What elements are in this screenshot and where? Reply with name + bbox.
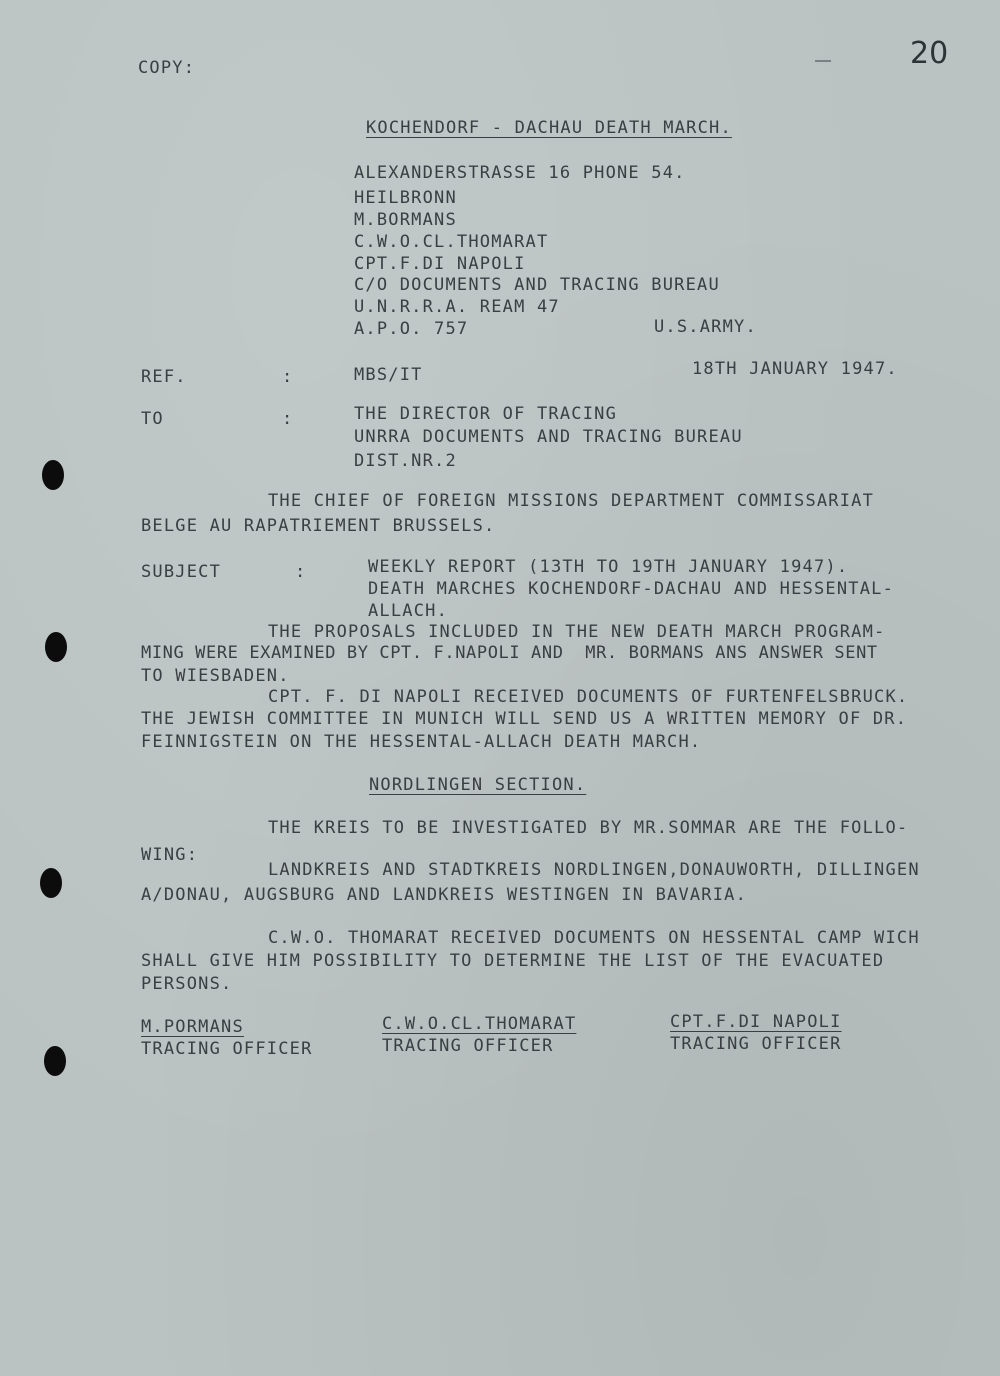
- signature-title: TRACING OFFICER: [670, 1034, 842, 1054]
- address-line: ALEXANDERSTRASSE 16 PHONE 54.: [354, 163, 686, 183]
- copy-recipient-line: BELGE AU RAPATRIEMENT BRUSSELS.: [141, 516, 496, 536]
- to-label: TO: [141, 409, 164, 429]
- page-number: 20: [910, 36, 949, 71]
- signature-title: TRACING OFFICER: [382, 1036, 554, 1056]
- body-line: SHALL GIVE HIM POSSIBILITY TO DETERMINE THE LIST OF THE EVACUATED: [141, 951, 885, 971]
- ref-label: REF.: [141, 367, 187, 387]
- section-title: NORDLINGEN SECTION.: [369, 775, 587, 795]
- body-line: THE PROPOSALS INCLUDED IN THE NEW DEATH MARCH PROGRAM-: [268, 622, 886, 642]
- signature-name: C.W.O.CL.THOMARAT: [382, 1014, 577, 1034]
- document-title: KOCHENDORF - DACHAU DEATH MARCH.: [366, 118, 732, 138]
- subject-line: DEATH MARCHES KOCHENDORF-DACHAU AND HESSENTAL-: [368, 579, 895, 599]
- body-line: TO WIESBADEN.: [141, 666, 290, 686]
- copy-recipient-line: THE CHIEF OF FOREIGN MISSIONS DEPARTMENT COMMISSARIAT: [268, 491, 875, 511]
- body-line: PERSONS.: [141, 974, 233, 994]
- signature-name: CPT.F.DI NAPOLI: [670, 1012, 842, 1032]
- ref-value: MBS/IT: [354, 365, 423, 385]
- letter-date: 18TH JANUARY 1947.: [692, 359, 898, 379]
- body-line: C.W.O. THOMARAT RECEIVED DOCUMENTS ON HESSENTAL CAMP WICH: [268, 928, 920, 948]
- signature-name: M.PORMANS: [141, 1017, 244, 1037]
- address-line: M.BORMANS: [354, 210, 457, 230]
- subject-line: WEEKLY REPORT (13TH TO 19TH JANUARY 1947).: [368, 557, 849, 577]
- body-line: MING WERE EXAMINED BY CPT. F.NAPOLI AND MR. BORMANS ANS ANSWER SENT: [141, 643, 878, 663]
- subject-line: ALLACH.: [368, 601, 449, 621]
- army-label: U.S.ARMY.: [654, 317, 757, 337]
- binder-hole: [40, 868, 62, 898]
- subject-colon: :: [295, 562, 307, 582]
- body-line: THE KREIS TO BE INVESTIGATED BY MR.SOMMAR ARE THE FOLLO-: [268, 818, 909, 838]
- body-line: FEINNIGSTEIN ON THE HESSENTAL-ALLACH DEATH MARCH.: [141, 732, 702, 752]
- body-line: THE JEWISH COMMITTEE IN MUNICH WILL SEND US A WRITTEN MEMORY OF DR.: [141, 709, 908, 729]
- binder-hole: [42, 460, 64, 490]
- address-line: U.N.R.R.A. REAM 47: [354, 297, 560, 317]
- address-line: CPT.F.DI NAPOLI: [354, 254, 526, 274]
- body-line: LANDKREIS AND STADTKREIS NORDLINGEN,DONAUWORTH, DILLINGEN: [268, 860, 920, 880]
- binder-hole: [44, 1046, 66, 1076]
- ref-colon: :: [282, 367, 294, 387]
- body-line: CPT. F. DI NAPOLI RECEIVED DOCUMENTS OF FURTENFELSBRUCK.: [268, 687, 909, 707]
- address-line: C/O DOCUMENTS AND TRACING BUREAU: [354, 275, 720, 295]
- address-line: C.W.O.CL.THOMARAT: [354, 232, 549, 252]
- address-line: A.P.O. 757: [354, 319, 469, 339]
- margin-mark: [815, 60, 831, 62]
- body-line: A/DONAU, AUGSBURG AND LANDKREIS WESTINGEN IN BAVARIA.: [141, 885, 748, 905]
- copy-label: COPY:: [138, 58, 196, 78]
- signature-title: TRACING OFFICER: [141, 1039, 313, 1059]
- binder-hole: [45, 632, 67, 662]
- recipient-line: UNRRA DOCUMENTS AND TRACING BUREAU: [354, 427, 743, 447]
- to-colon: :: [282, 409, 294, 429]
- recipient-line: THE DIRECTOR OF TRACING: [354, 404, 618, 424]
- body-line: WING:: [141, 845, 199, 865]
- recipient-line: DIST.NR.2: [354, 451, 457, 471]
- subject-label: SUBJECT: [141, 562, 222, 582]
- address-line: HEILBRONN: [354, 188, 457, 208]
